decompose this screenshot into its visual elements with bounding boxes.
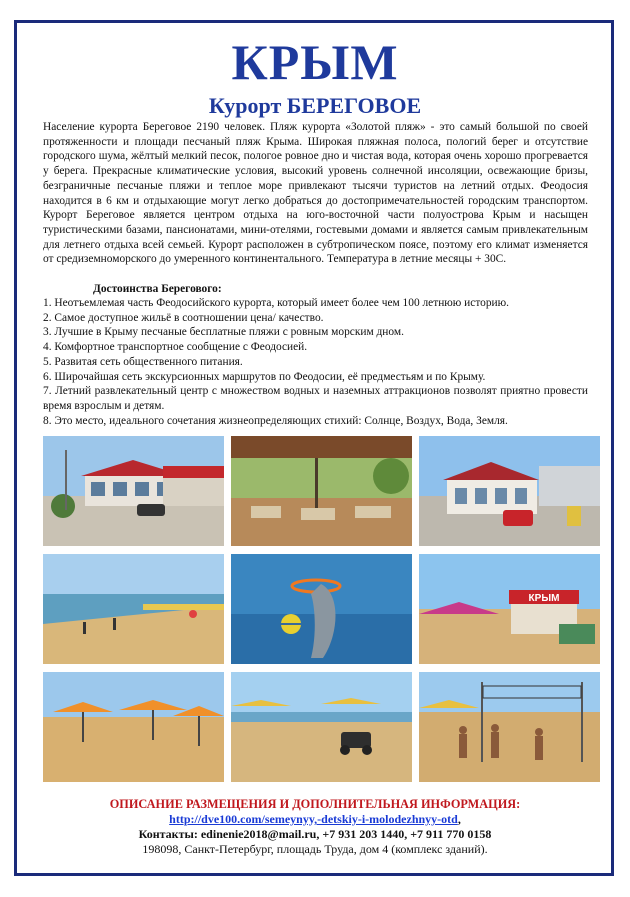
advantage-item: 2. Самое доступное жильё в соотношении цена/ качество. (43, 311, 324, 324)
page-title: КРЫМ (231, 34, 399, 90)
photo-beach-quad (231, 672, 412, 782)
advantages-title: Достоинства Берегового: (93, 283, 222, 295)
photo-beach-stalls (419, 554, 600, 664)
advantage-item: 7. Летний развлекательный центр с множеством водных и наземных аттракционов позволят приятно провести время взрослым и детям. (43, 385, 588, 412)
photo-beach-volleyball (419, 672, 600, 782)
photo-beach-umbrellas (43, 672, 224, 782)
footer-link-line (0, 812, 630, 827)
page-subtitle: Курорт БЕРЕГОВОЕ (208, 93, 422, 118)
shop-sign-text: КРЫМ (528, 593, 560, 604)
photo-rotunda-building (419, 436, 600, 546)
intro-paragraph: Население курорта Береговое 2190 человек. Пляж курорта «Золотой пляж» - это самый большой по своей протяженности и площади песчаный пляж Крыма. Широкая пляжная полоса, пологий берег и отсутствие городского шума, жёлтый мелкий песок, пологое ровное дно и чистая вода, которая очень хорошо прогревается у берега. Прекрасные климатические условия, высокий уровень солнечной инсоляции, освежающие бризы, безграничные песчаные пляжи и теплое море привлекают тысячи туристов на летний отдых. Феодосия находится в 6 км и отдыхающие могут легко добраться до достопримечательностей городским транспортом. Курорт Береговое является центром отдыха на юго-восточной части полуострова Крым и насыщен туристическими базами, пансионатами, мини-отелями, гостевыми домами и является самым привлекательным для летнего отдыха всей семьей. Курорт расположен в субтропическом поясе, поэтому его климат изменяется от средиземноморского до умеренного континентального. Температура в летние месяцы + 30С. (43, 121, 588, 266)
advantage-item: 5. Развитая сеть общественного питания. (43, 355, 243, 368)
advantage-item: 3. Лучшие в Крыму песчаные бесплатные пляжи с ровным морским дном. (43, 326, 404, 339)
advantage-item: 1. Неотъемлемая часть Феодосийского курорта, который имеет более чем 100 летнюю историю. (43, 297, 509, 309)
photo-dolphin-show (231, 554, 412, 664)
advantages-list (43, 296, 588, 428)
photo-cafe-terrace (231, 436, 412, 546)
advantage-item: 4. Комфортное транспортное сообщение с Феодосией. (43, 341, 308, 354)
footer-address: 198098, Санкт-Петербург, площадь Труда, дом 4 (комплекс зданий). (142, 842, 488, 856)
footer-link[interactable]: http://dve100.com/semeynyy,-detskiy-i-molodezhnyy-otd (169, 812, 458, 826)
footer-link-suffix: , (457, 812, 461, 826)
footer (0, 797, 630, 857)
photo-cafe-building (43, 436, 224, 546)
footer-heading: ОПИСАНИЕ РАЗМЕЩЕНИЯ И ДОПОЛНИТЕЛЬНАЯ ИНФОРМАЦИЯ: (109, 797, 521, 811)
advantage-item: 8. Это место, идеального сочетания жизнеопределяющих стихий: Солнце, Воздух, Вода, Земля. (43, 414, 508, 427)
photo-beach-shore (43, 554, 224, 664)
photo-grid (43, 436, 589, 782)
footer-contacts: Контакты: edinenie2018@mail.ru, +7 931 203 1440, +7 911 770 0158 (138, 827, 492, 841)
advantage-item: 6. Широчайшая сеть экскурсионных маршрутов по Феодосии, её предместьям и по Крыму. (43, 370, 486, 383)
